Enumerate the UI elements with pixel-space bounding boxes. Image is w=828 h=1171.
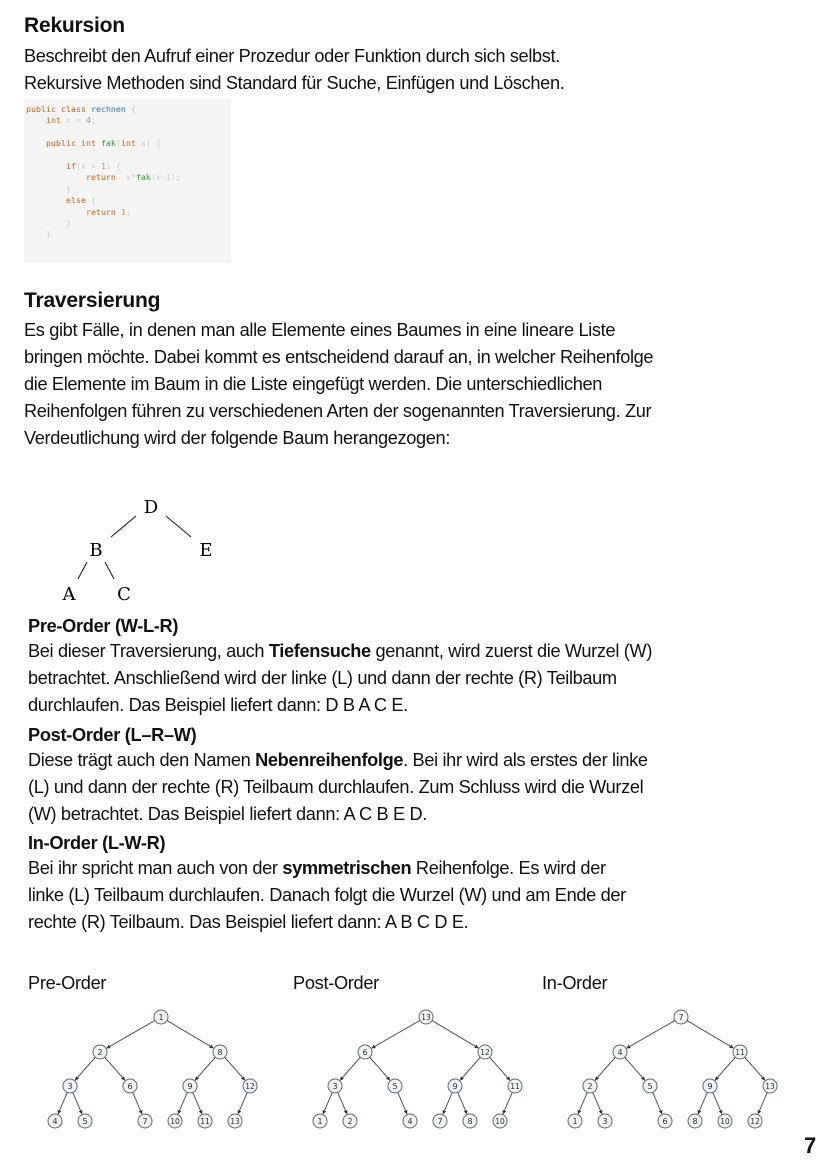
tree-edge [340, 1057, 360, 1080]
tree-edge [75, 1057, 95, 1080]
code-block: public class rechnen { int x = 4; public int fak(int x) { if(x > 1) { return x*fak(x-1); } else { return 1; } } [24, 99, 231, 263]
text: . Bei ihr wird als erstes der linke [403, 750, 648, 770]
node-right: E [199, 540, 213, 561]
preorder-section [28, 616, 652, 719]
tree-node-label: 10 [170, 1117, 180, 1126]
bold-term: Nebenreihenfolge [255, 750, 404, 770]
tree-node-label: 12 [480, 1048, 490, 1057]
traversal-intro [24, 317, 653, 452]
tree-node-label: 5 [82, 1117, 88, 1126]
tree-node-label: 10 [495, 1117, 505, 1126]
tree-pre-order [48, 1010, 257, 1128]
inorder-line [28, 855, 626, 882]
preorder-line: durchlaufen. Das Beispiel liefert dann: D B A C E. [28, 695, 408, 715]
text: Bei dieser Traversierung, auch [28, 641, 269, 661]
preorder-line: betrachtet. Anschließend wird der linke (L) und dann der rechte (R) Teilbaum [28, 668, 617, 688]
postorder-line: (W) betrachtet. Das Beispiel liefert dann: A C B E D. [28, 804, 427, 824]
tree-node-label: 10 [720, 1117, 730, 1126]
preorder-heading: Pre-Order (W-L-R) [28, 616, 179, 636]
traversal-title: Traversierung [24, 289, 161, 312]
node-left-left: A [62, 584, 76, 605]
tree-edge [323, 1092, 332, 1113]
tree-node-label: 4 [617, 1048, 623, 1057]
tree-edge [178, 1092, 187, 1113]
tree-edge [58, 1092, 67, 1113]
tree-node-label: 8 [217, 1048, 223, 1057]
tree-node-label: 3 [67, 1082, 73, 1091]
text: genannt, wird zuerst die Wurzel (W) [370, 641, 653, 661]
tree-node-label: 2 [347, 1117, 353, 1126]
recursion-text [24, 43, 564, 97]
tree-edge [73, 1092, 82, 1113]
tree-edge [238, 1092, 247, 1113]
postorder-section [28, 725, 648, 828]
traversal-trees [0, 1000, 828, 1135]
tree-edge [458, 1092, 467, 1113]
inorder-line: rechte (R) Teilbaum. Das Beispiel liefert dann: A B C D E. [28, 912, 469, 932]
tree-edge [698, 1092, 707, 1113]
intro-line: Reihenfolgen führen zu verschiedenen Arten der sogenannten Traversierung. Zur [24, 401, 652, 421]
tree-edge [225, 1057, 245, 1080]
tree-label-postorder: Post-Order [293, 973, 379, 993]
tree-node-label: 12 [245, 1082, 255, 1091]
tree-edge [370, 1057, 390, 1080]
intro-line: die Elemente im Baum in die Liste eingefügt werden. Die unterschiedlichen [24, 374, 603, 394]
tree-node-label: 7 [678, 1013, 684, 1022]
tree-node-label: 9 [452, 1082, 458, 1091]
tree-edge [338, 1092, 347, 1113]
tree-node-label: 1 [158, 1013, 164, 1022]
tree-node-label: 6 [127, 1082, 133, 1091]
tree-edge [133, 1092, 142, 1113]
inorder-heading: In-Order (L-W-R) [28, 833, 166, 853]
inorder-section [28, 833, 626, 936]
tree-node-label: 1 [317, 1117, 323, 1126]
tree-node-label: 11 [510, 1082, 520, 1091]
intro-line: Es gibt Fälle, in denen man alle Elemente eines Baumes in eine lineare Liste [24, 320, 616, 340]
tree-edge [105, 1057, 125, 1080]
intro-line: Verdeutlichung wird der folgende Baum herangezogen: [24, 428, 451, 448]
tree-edge [443, 1092, 452, 1113]
tree-edge [503, 1092, 512, 1113]
tree-node-label: 6 [662, 1117, 668, 1126]
recursion-title: Rekursion [24, 14, 125, 37]
tree-node-label: 11 [200, 1117, 210, 1126]
tree-edge [460, 1057, 480, 1080]
tree-node-label: 9 [187, 1082, 193, 1091]
tree-edge [687, 1021, 733, 1048]
postorder-line [28, 747, 648, 774]
tree-node-label: 12 [750, 1117, 760, 1126]
intro-line: bringen möchte. Dabei kommt es entscheidend darauf an, in welcher Reihenfolge [24, 347, 654, 367]
tree-edge [625, 1057, 645, 1080]
recursion-line: Rekursive Methoden sind Standard für Suche, Einfügen und Löschen. [24, 73, 565, 93]
tree-edge [758, 1092, 767, 1113]
tree-node-label: 11 [735, 1048, 745, 1057]
tree-node-label: 8 [692, 1117, 698, 1126]
tree-edge [595, 1057, 615, 1080]
tree-node-label: 13 [230, 1117, 240, 1126]
tree-edge [715, 1057, 735, 1080]
tree-edge [653, 1092, 662, 1113]
tree-edge [372, 1020, 420, 1048]
tree-edge [398, 1092, 407, 1113]
tree-node-label: 13 [765, 1082, 775, 1091]
tree-node-label: 2 [587, 1082, 593, 1091]
tree-node-label: 4 [52, 1117, 58, 1126]
preorder-line [28, 638, 652, 665]
tree-edge [107, 1020, 155, 1048]
tree-node-label: 5 [647, 1082, 653, 1091]
tree-node-label: 2 [97, 1048, 103, 1057]
bold-term: Tiefensuche [268, 641, 371, 661]
tree-in-order [568, 1010, 777, 1128]
tree-edge [627, 1020, 675, 1048]
postorder-heading: Post-Order (L–R–W) [28, 725, 197, 745]
tree-edge [713, 1092, 722, 1113]
text: Reihenfolge. Es wird der [411, 858, 606, 878]
tree-edge [745, 1057, 765, 1080]
tree-edge [432, 1021, 478, 1048]
text: Diese trägt auch den Namen [28, 750, 256, 770]
tree-node-label: 1 [572, 1117, 578, 1126]
tree-node-label: 7 [437, 1117, 443, 1126]
example-tree-diagram [40, 485, 240, 610]
tree-edge [578, 1092, 587, 1113]
tree-label-preorder: Pre-Order [28, 973, 107, 993]
tree-post-order [313, 1010, 522, 1128]
recursion-line: Beschreibt den Aufruf einer Prozedur oder Funktion durch sich selbst. [24, 46, 560, 66]
node-left-right: C [117, 584, 131, 605]
tree-edge [193, 1092, 202, 1113]
tree-edge [167, 1021, 213, 1048]
tree-label-inorder: In-Order [542, 973, 608, 993]
bold-term: symmetrischen [282, 858, 412, 878]
text: Bei ihr spricht man auch von der [28, 858, 283, 878]
node-left: B [89, 540, 103, 561]
inorder-line: linke (L) Teilbaum durchlaufen. Danach folgt die Wurzel (W) und am Ende der [28, 885, 626, 905]
tree-node-label: 5 [392, 1082, 398, 1091]
tree-node-label: 6 [362, 1048, 368, 1057]
tree-node-label: 8 [467, 1117, 473, 1126]
tree-node-label: 3 [332, 1082, 338, 1091]
tree-node-label: 4 [407, 1117, 413, 1126]
tree-node-label: 13 [421, 1013, 431, 1022]
tree-edge [490, 1057, 510, 1080]
tree-node-label: 9 [707, 1082, 713, 1091]
tree-node-label: 3 [602, 1117, 608, 1126]
page-number: 7 [804, 1133, 817, 1158]
tree-edge [195, 1057, 215, 1080]
tree-node-label: 7 [142, 1117, 148, 1126]
tree-edge [593, 1092, 602, 1113]
postorder-line: (L) und dann der rechte (R) Teilbaum durchlaufen. Zum Schluss wird die Wurzel [28, 777, 644, 797]
node-root: D [143, 497, 159, 518]
